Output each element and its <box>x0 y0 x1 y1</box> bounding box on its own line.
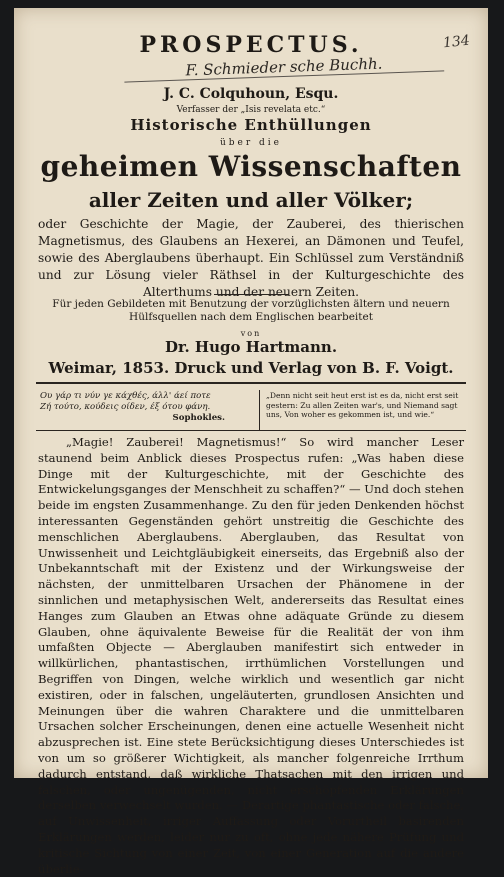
editor-name: Dr. Hugo Hartmann. <box>164 338 338 356</box>
subtitle-historische: Historische Enthüllungen <box>130 116 372 134</box>
prospectus-page <box>14 8 488 876</box>
author-subtitle: Verfasser der „Isis revelata etc.“ <box>176 105 326 115</box>
divider-short <box>214 294 288 295</box>
body-text <box>38 435 464 877</box>
greek-line-2: Ζή τούτο, κούδεις οίδεν, έξ ότου φάνη. <box>40 402 211 412</box>
divider-imprint <box>36 382 466 384</box>
subtitle-aller-zeiten: aller Zeiten und aller Völker; <box>88 188 414 212</box>
ueber-die: über die <box>219 138 282 148</box>
handwritten-bookseller-note: F. Schmieder sche Buchh. <box>124 52 444 82</box>
von-label: von <box>240 329 262 338</box>
epigraph-divider <box>259 390 260 430</box>
greek-line-1: Ου γάρ τι νύν γε κάχθές, άλλ' άεί ποτε <box>40 391 211 401</box>
description-paragraph: oder Geschichte der Magie, der Zauberei, des thierischen Magnetismus, des Glaubens an Hexerei, an Dämonen und Teufel, sowie des Aberglaubens überhaupt. Ein Schlüssel zum Verständniß und zur Lösung vieler Räthsel in der Kulturgeschichte des Alterthums und der neuern Zeiten. <box>38 217 464 299</box>
document-title: PROSPECTUS. <box>139 32 363 58</box>
editorial-note: Für jeden Gebildeten mit Benutzung der vorzüglichsten ältern und neuern Hülfsquellen nach dem Englischen bearbeitet <box>52 298 450 323</box>
imprint-line: Weimar, 1853. Druck und Verlag von B. F. Voigt. <box>48 359 454 377</box>
epigraph-attribution: Sophokles. <box>172 413 225 423</box>
author-name: J. C. Colquhoun, Esqu. <box>163 86 339 102</box>
divider-epigraph <box>36 430 466 431</box>
handwritten-page-number: 134 <box>442 32 471 52</box>
greek-epigraph <box>40 391 255 424</box>
german-epigraph: „Denn nicht seit heut erst ist es da, nicht erst seit gestern: Zu allen Zeiten war's, und Niemand sagt uns, Von woher es gekommen ist, und wie.“ <box>266 391 459 419</box>
body-paragraph: „Magie! Zauberei! Magnetismus!“ So wird mancher Leser staunend beim Anblick dieses Prospectus rufen: „Was haben diese Dinge mit der Kulturgeschichte, mit der Geschichte des Entwickelungsganges der Menschheit zu schaffen?“ — Und doch stehen beide im engsten Zusammenhange. Zu den für jeden Denkenden höchst interessanten Gegenständen gehört unstreitig die Geschichte des menschlichen Aberglaubens. Aberglauben, das Resultat von Unwissenheit und Leichtgläubigkeit einerseits, das Ergebniß also der Unbekanntschaft mit der Existenz und der Wirkungsweise der nächsten, der unmittelbaren Ursachen der Phänomene in der sinnlichen und metaphysischen Welt, andererseits das Resultat eines Hanges zum Glauben an Etwas ohne adäquate Gründe zu diesem Glauben, ohne äquivalente Beweise für die Realität der von ihm umfaßten Objecte — Aberglauben manifestirt sich entweder in willkürlichen, phantastischen, irrthümlichen Vorstellungen und Begriffen von Dingen, welche wirklich und wesentlich gar nicht existiren, oder in falschen, ungeläuterten, grundlosen Ansichten und Meinungen über die wahren Charaktere und die unmittelbaren Ursachen solcher Erscheinungen, denen eine actuelle Wesenheit nicht abzusprechen ist. Eine stete Berücksichtigung dieses Unterschiedes ist von um so größerer Wichtigkeit, als mancher folgenreiche Irrthum dadurch entstand, daß wirkliche Thatsachen mit den irrigen und falschen, oder ungenügenden, nicht erschöpfenden Erklärungen derselben verwechselt wurden. — Derartige phantastische oder falsche, auf Unwissenheit, irriger Auffassung oder Vorurtheil basirenden Erklärungen werden, leider nur zu oft, ohne jede nähere Prüfung und kritische Sichtung von einer Zeit, von einer Generation auf die andere überlie- <box>38 435 464 876</box>
main-headline: geheimen Wissenschaften <box>40 150 462 183</box>
